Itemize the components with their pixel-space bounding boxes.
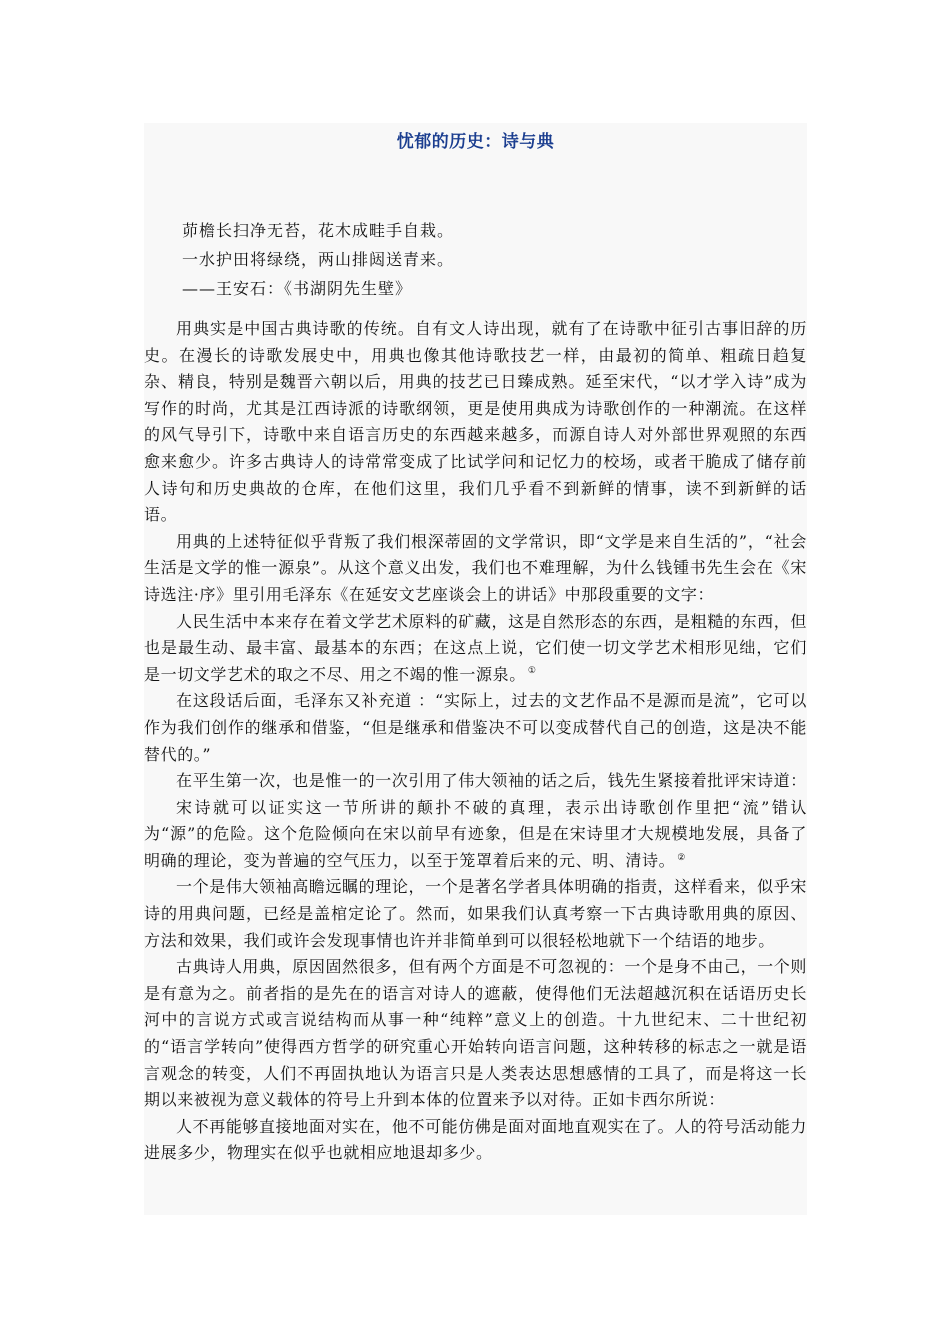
poem-line: 茆檐长扫净无苔，花木成畦手自栽。 bbox=[182, 221, 455, 240]
quote-paragraph: 人不再能够直接地面对实在，他不可能仿佛是面对面地直观实在了。人的符号活动能力进展多少，物理实在似乎也就相应地退却多少。 bbox=[144, 1116, 807, 1163]
epigraph-poem bbox=[182, 216, 454, 303]
page-title: 忧郁的历史：诗与典 bbox=[396, 132, 555, 152]
quote-paragraph bbox=[144, 609, 807, 689]
paragraph: 在平生第一次，也是惟一的一次引用了伟大领袖的话之后，钱先生紧接着批评宋诗道： bbox=[176, 771, 807, 791]
quote-text: 宋诗就可以证实这一节所讲的颠扑不破的真理，表示出诗歌创作里把“流”错认为“源”的危险。这个危险倾向在宋以前早有迹象，但是在宋诗里才大规模地发展，具备了明确的理论，变为普遍的空气压力，以至于笼罩着后来的元、明、清诗。 bbox=[144, 797, 807, 870]
footnote-marker[interactable]: ② bbox=[677, 852, 686, 863]
paragraph: 在这段话后面，毛泽东又补充道 ：“实际上，过去的文艺作品不是源而是流”，它可以作为我们创作的继承和借鉴，“但是继承和借鉴决不可以变成替代自己的创造，这是决不能替代的。” bbox=[144, 691, 807, 764]
quote-paragraph bbox=[144, 795, 807, 875]
quote-text: 人民生活中本来存在着文学艺术原料的矿藏，这是自然形态的东西，是粗糙的东西，但也是最生动、最丰富、最基本的东西；在这点上说，它们使一切文学艺术相形见绌，它们是一切文学艺术的取之不尽、用之不竭的惟一源泉。 bbox=[144, 611, 807, 684]
poem-attribution: ——王安石：《书湖阴先生壁》 bbox=[182, 279, 413, 298]
footnote-marker[interactable]: ① bbox=[527, 666, 537, 677]
paragraph: 用典实是中国古典诗歌的传统。自有文人诗出现，就有了在诗歌中征引古事旧辞的历史。在漫长的诗歌发展史中，用典也像其他诗歌技艺一样，由最初的简单、粗疏日趋复杂、精良，特别是魏晋六朝以后，用典的技艺已日臻成熟。延至宋代，“以才学入诗”成为写作的时尚，尤其是江西诗派的诗歌纲领，更是使用典成为诗歌创作的一种潮流。在这样的风气导引下，诗歌中来自语言历史的东西越来越多，而源自诗人对外部世界观照的东西愈来愈少。许多古典诗人的诗常常变成了比试学问和记忆力的校场，或者干脆成了储存前人诗句和历史典故的仓库，在他们这里，我们几乎看不到新鲜的情事，读不到新鲜的话语。 bbox=[144, 319, 807, 525]
article-body bbox=[144, 316, 807, 1167]
paragraph: 一个是伟大领袖高瞻远瞩的理论，一个是著名学者具体明确的指责，这样看来，似乎宋诗的用典问题，已经是盖棺定论了。然而，如果我们认真考察一下古典诗歌用典的原因、方法和效果，我们或许会发现事情也许并非简单到可以很轻松地就下一个结语的地步。 bbox=[144, 877, 807, 950]
paragraph: 古典诗人用典，原因固然很多，但有两个方面是不可忽视的：一个是身不由己，一个则是有意为之。前者指的是先在的语言对诗人的遮蔽，使得他们无法超越沉积在话语历史长河中的言说方式或言说结构而从事一种“纯粹”意义上的创造。十九世纪末、二十世纪初的“语言学转向”使得西方哲学的研究重心开始转向语言问题，这种转移的标志之一就是语言观念的转变，人们不再固执地认为语言只是人类表达思想感情的工具了，而是将这一长期以来被视为意义载体的符号上升到本体的位置来予以对待。正如卡西尔所说： bbox=[144, 957, 807, 1110]
poem-line: 一水护田将绿绕，两山排闼送青来。 bbox=[182, 250, 455, 269]
document-page bbox=[144, 123, 807, 1215]
paragraph: 用典的上述特征似乎背叛了我们根深蒂固的文学常识，即“文学是来自生活的”，“社会生活是文学的惟一源泉”。从这个意义出发，我们也不难理解，为什么钱锺书先生会在《宋诗选注·序》里引用毛泽东《在延安文艺座谈会上的讲话》中那段重要的文字： bbox=[144, 531, 807, 604]
